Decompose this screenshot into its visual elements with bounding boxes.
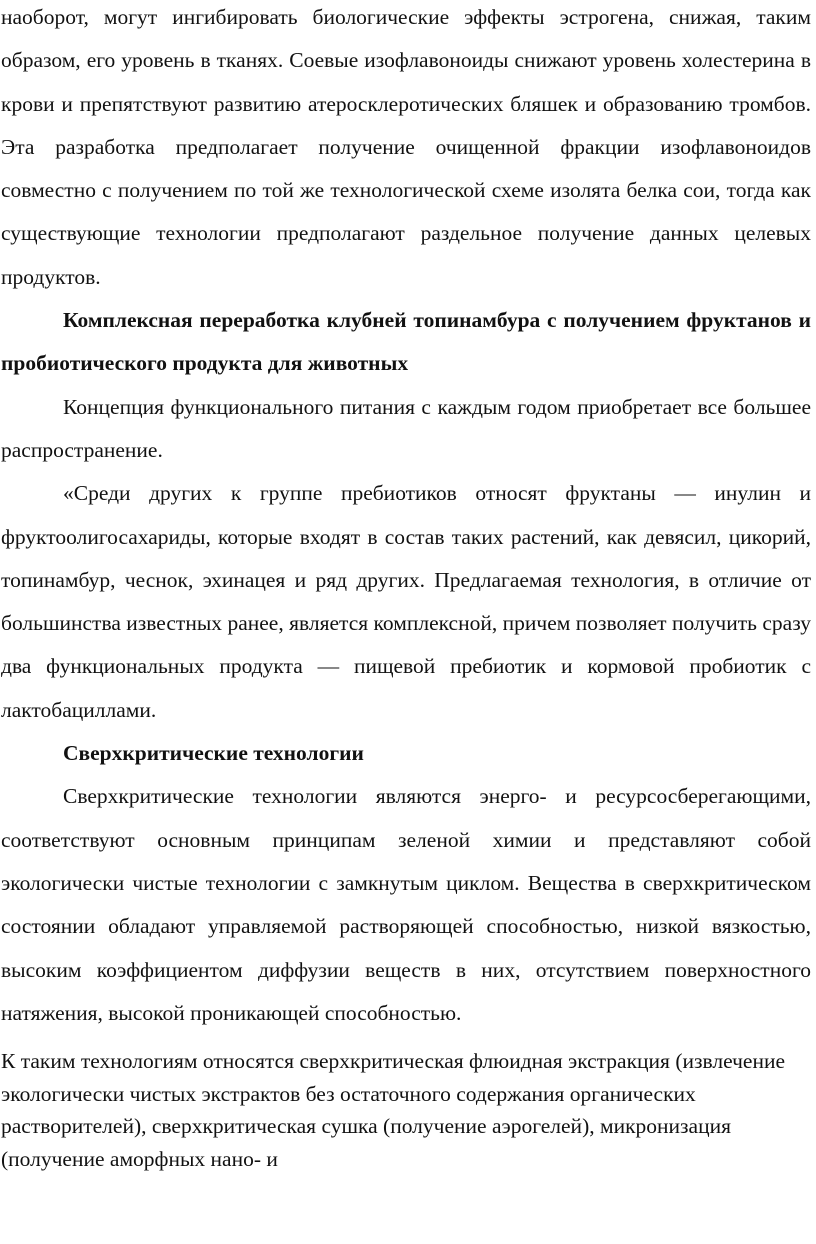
- paragraph-prebiotics-quote: «Среди других к группе пребиотиков относят фруктаны — инулин и фруктоолигосахариды, которые входят в состав таких растений, как девясил, цикорий, топинамбур, чеснок, эхинацея и ряд других. Предлагаемая технология, в отличие от большинства известных ранее, является комплексной, причем позволяет получить сразу два функциональных продукта — пищевой пребиотик и кормовой пробиотик с лактобациллами.: [1, 481, 811, 722]
- paragraph-isoflavones: наоборот, могут ингибировать биологические эффекты эстрогена, снижая, таким образом, его уровень в тканях. Соевые изофлавоноиды снижают уровень холестерина в крови и препятствуют развитию атеросклеротических бляшек и образованию тромбов. Эта разработка предполагает получение очищенной фракции изофлавоноидов совместно с получением по той же технологической схеме изолята белка сои, тогда как существующие технологии предполагают раздельное получение данных целевых продуктов.: [1, 5, 811, 289]
- paragraph-supercritical-description: Сверхкритические технологии являются энерго- и ресурсосберегающими, соответствуют основным принципам зеленой химии и представляют собой экологически чистые технологии с замкнутым циклом. Вещества в сверхкритическом состоянии обладают управляемой растворяющей способностью, низкой вязкостью, высоким коэффициентом диффузии веществ в них, отсутствием поверхностного натяжения, высокой проникающей способностью.: [1, 784, 811, 1025]
- paragraph-supercritical-list: К таким технологиям относятся сверхкритическая флюидная экстракция (извлечение экологически чистых экстрактов без остаточного содержания органических растворителей), сверхкритическая сушка (получение аэрогелей), микронизация (получение аморфных нано- и: [1, 1049, 785, 1171]
- heading-jerusalem-artichoke: Комплексная переработка клубней топинамбура с получением фруктанов и пробиотического продукта для животных: [1, 308, 811, 376]
- heading-supercritical-technologies: Сверхкритические технологии: [63, 741, 364, 766]
- paragraph-functional-nutrition: Концепция функционального питания с каждым годом приобретает все большее распространение.: [1, 394, 811, 462]
